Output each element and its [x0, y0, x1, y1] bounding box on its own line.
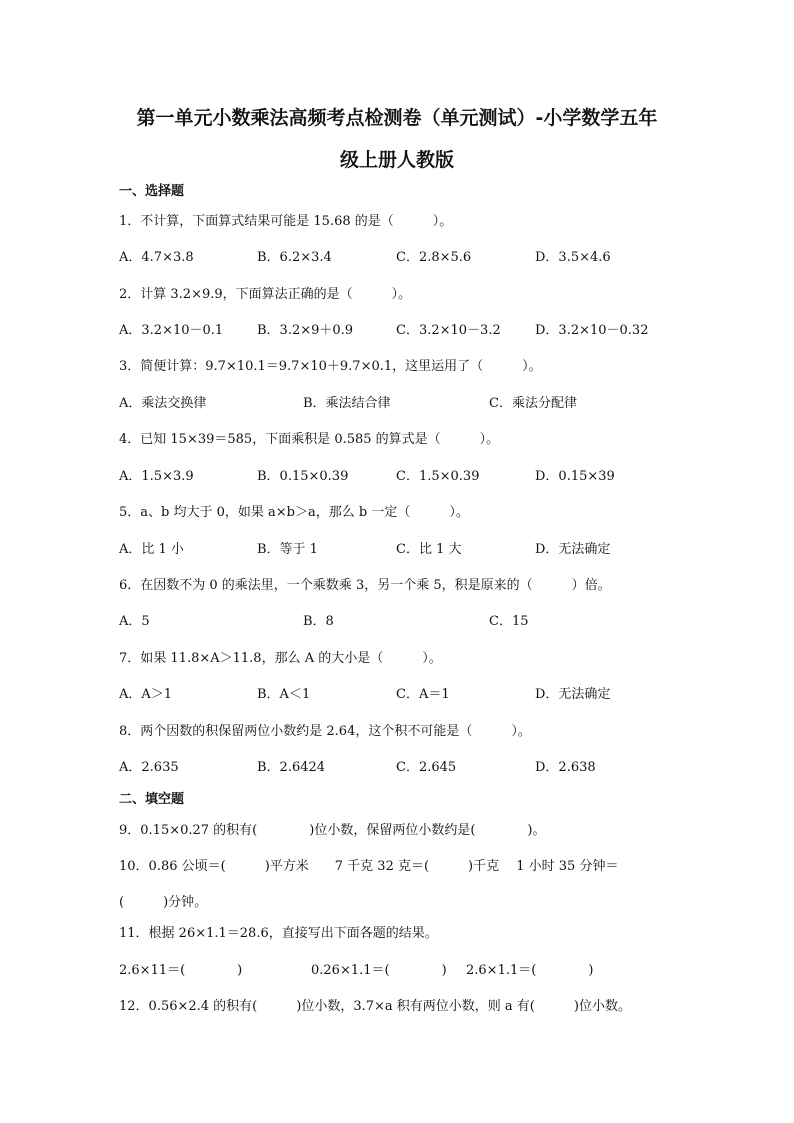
option-d: D．2.638: [535, 760, 596, 775]
option-c: C．比 1 大: [396, 542, 462, 557]
option-a: A．乘法交换律: [119, 396, 207, 411]
option-b: B．8: [303, 614, 334, 629]
question-11: 11．根据 26×1.1＝28.6，直接写出下面各题的结果。: [119, 926, 438, 941]
option-b: B．3.2×9＋0.9: [257, 323, 354, 338]
question-10-line-2: ( )分钟。: [119, 895, 208, 910]
question-stem: 6．在因数不为 0 的乘法里，一个乘数乘 3，另一个乘 5，积是原来的（ ）倍。: [119, 578, 611, 593]
page-title-line-2: 级上册人教版: [339, 149, 454, 171]
option-b: B．2.6424: [257, 760, 326, 775]
option-b: B．6.2×3.4: [257, 250, 332, 265]
option-b: B．等于 1: [257, 542, 318, 557]
option-a: A．A＞1: [119, 687, 173, 702]
option-d: D．无法确定: [535, 687, 611, 702]
option-a: A．5: [119, 614, 150, 629]
question-11-item: 2.6×11＝( ): [119, 963, 243, 978]
question-11-item: 0.26×1.1＝( ): [311, 963, 447, 978]
option-c: C．2.645: [396, 760, 457, 775]
option-c: C．乘法分配律: [489, 396, 577, 411]
option-c: C．2.8×5.6: [396, 250, 472, 265]
option-b: B．A＜1: [257, 687, 311, 702]
question-9: 9．0.15×0.27 的积有( )位小数，保留两位小数约是( )。: [119, 823, 546, 838]
option-a: A．3.2×10－0.1: [119, 323, 224, 338]
question-11-item: 2.6×1.1＝( ): [466, 963, 594, 978]
option-d: D．3.5×4.6: [535, 250, 611, 265]
section-heading-choice: 一、选择题: [119, 184, 185, 199]
question-stem: 5．a、b 均大于 0，如果 a×b＞a，那么 b 一定（ ）。: [119, 505, 469, 520]
option-d: D．0.15×39: [535, 469, 615, 484]
option-a: A．比 1 小: [119, 542, 184, 557]
question-stem: 1．不计算，下面算式结果可能是 15.68 的是（ ）。: [119, 214, 453, 229]
question-stem: 2．计算 3.2×9.9，下面算法正确的是（ ）。: [119, 287, 412, 302]
question-stem: 4．已知 15×39＝585，下面乘积是 0.585 的算式是（ ）。: [119, 432, 500, 447]
option-c: C．A＝1: [396, 687, 450, 702]
option-a: A．2.635: [119, 760, 179, 775]
question-stem: 3．简便计算：9.7×10.1＝9.7×10＋9.7×0.1，这里运用了（ ）。: [119, 359, 542, 374]
option-c: C．3.2×10－3.2: [396, 323, 501, 338]
question-12: 12．0.56×2.4 的积有( )位小数，3.7×a 积有两位小数，则 a 有( )位小数。: [119, 999, 631, 1014]
option-a: A．1.5×3.9: [119, 469, 194, 484]
option-b: B．乘法结合律: [303, 396, 391, 411]
option-d: D．无法确定: [535, 542, 611, 557]
section-heading-fill: 二、填空题: [119, 792, 185, 807]
question-stem: 8．两个因数的积保留两位小数约是 2.64，这个积不可能是（ ）。: [119, 724, 531, 739]
option-c: C．15: [489, 614, 529, 629]
option-d: D．3.2×10－0.32: [535, 323, 649, 338]
option-b: B．0.15×0.39: [257, 469, 349, 484]
question-stem: 7．如果 11.8×A＞11.8，那么 A 的大小是（ ）。: [119, 651, 442, 666]
option-c: C．1.5×0.39: [396, 469, 480, 484]
option-a: A．4.7×3.8: [119, 250, 194, 265]
page-title-line-1: 第一单元小数乘法高频考点检测卷（单元测试）-小学数学五年: [136, 107, 658, 129]
question-10-line-1: 10．0.86 公顷＝( )平方米 7 千克 32 克＝( )千克 1 小时 35 分钟＝: [119, 859, 619, 874]
